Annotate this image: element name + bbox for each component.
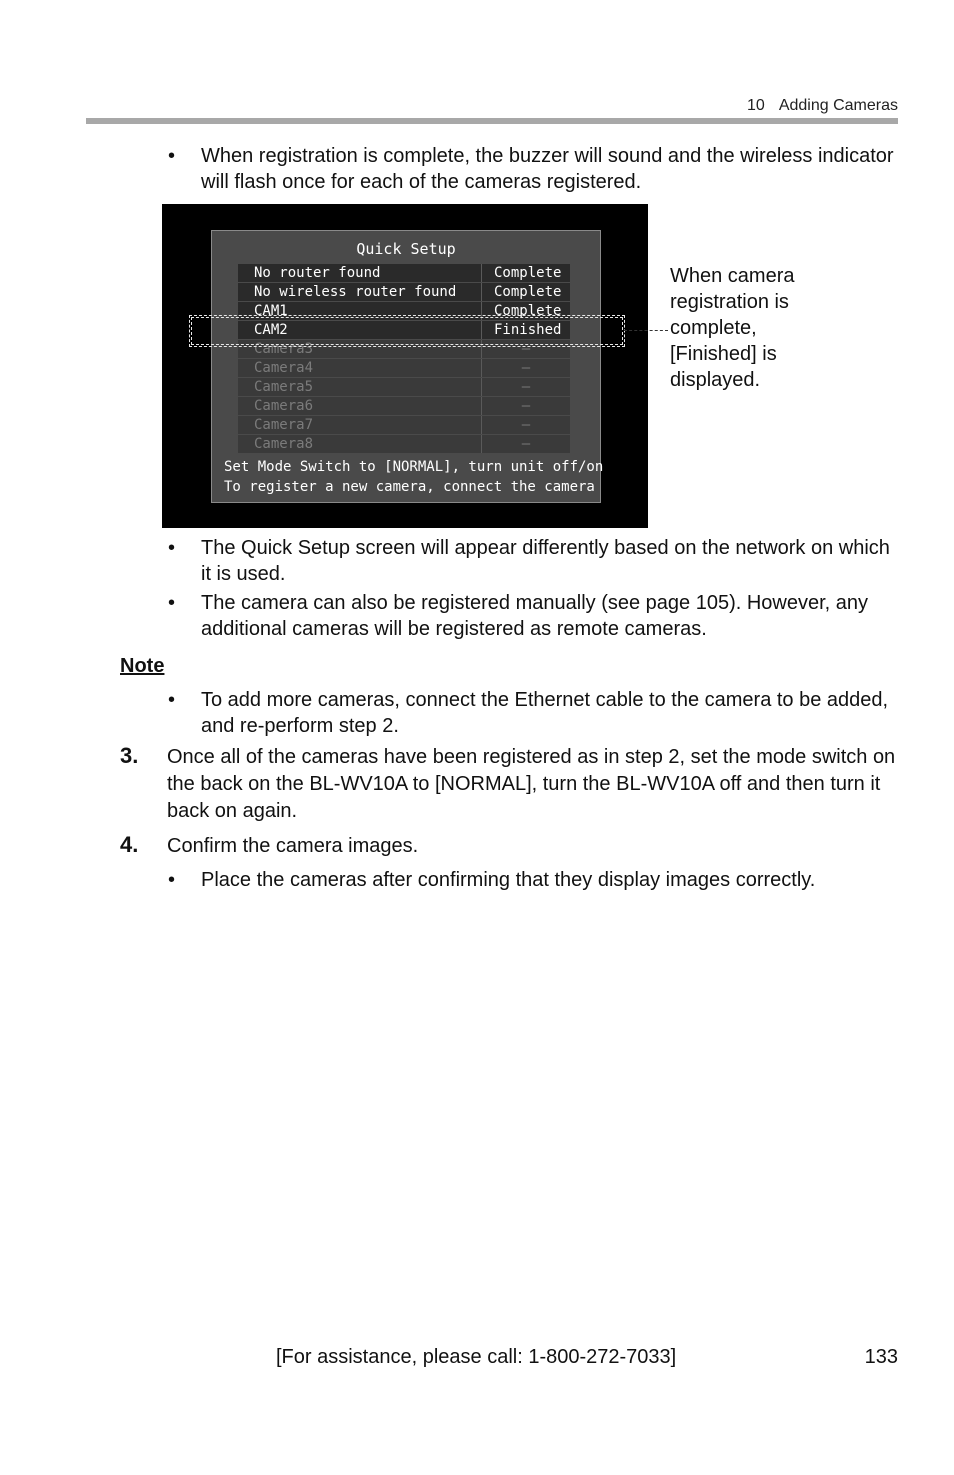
bullet-text: The camera can also be registered manually (see page 105). However, any additional cameras will be registered as remote cameras. — [201, 592, 869, 640]
row-status: Finished — [481, 321, 570, 339]
bullet-text: Place the cameras after confirming that they display images correctly. — [201, 869, 816, 891]
step-text: Confirm the camera images. — [167, 835, 419, 857]
row-name: CAM1 — [254, 303, 288, 319]
header-rule — [86, 118, 898, 124]
bullet-symbol: • — [168, 592, 176, 614]
bullet-symbol: • — [168, 537, 176, 559]
row-status: – — [481, 416, 570, 434]
note-heading: Note — [120, 655, 165, 677]
callout-leader-line — [624, 330, 668, 331]
quick-setup-screenshot — [162, 204, 648, 528]
row-status: Complete — [481, 283, 570, 301]
row-name: No wireless router found — [254, 284, 457, 300]
row-name: Camera3 — [254, 341, 314, 357]
highlight-box-inner — [191, 317, 623, 345]
panel-message-line1: Set Mode Switch to [NORMAL], turn unit off/on — [224, 459, 604, 475]
page-number: 133 — [864, 1346, 898, 1368]
bullet-symbol: • — [168, 145, 176, 167]
list-item — [238, 397, 570, 415]
callout-text: When camera registration is complete, [Finished] is displayed. — [670, 265, 795, 391]
registration-list — [238, 264, 570, 454]
list-item — [238, 378, 570, 396]
step-number: 3. — [120, 743, 139, 768]
chapter-number: 10 — [747, 97, 765, 114]
row-status: – — [481, 397, 570, 415]
list-item — [238, 283, 570, 301]
chapter-title: Adding Cameras — [778, 97, 898, 114]
footer-assistance: [For assistance, please call: 1-800-272-7033] — [276, 1346, 677, 1368]
row-status: Complete — [481, 302, 570, 320]
quick-setup-panel — [211, 230, 604, 503]
row-name: Camera6 — [254, 398, 314, 414]
row-status: – — [481, 435, 570, 453]
list-item — [238, 264, 570, 282]
row-status: – — [481, 359, 570, 377]
step-number: 4. — [120, 832, 139, 857]
bullet-text: The Quick Setup screen will appear differently based on the network on which it is used. — [201, 537, 890, 585]
list-item — [238, 359, 570, 377]
list-item — [238, 435, 570, 453]
panel-title: Quick Setup — [356, 240, 456, 258]
running-header — [747, 97, 898, 115]
row-status: – — [481, 340, 570, 358]
row-name: CAM2 — [254, 322, 288, 338]
row-name: Camera8 — [254, 436, 314, 452]
row-status: Complete — [481, 264, 570, 282]
bullet-symbol: • — [168, 689, 176, 711]
row-name: Camera4 — [254, 360, 314, 376]
row-status: – — [481, 378, 570, 396]
row-name: Camera5 — [254, 379, 314, 395]
bullet-text: When registration is complete, the buzzer will sound and the wireless indicator will flash once for each of the cameras registered. — [201, 145, 894, 193]
row-name: Camera7 — [254, 417, 314, 433]
bullet-symbol: • — [168, 869, 176, 891]
step-text: Once all of the cameras have been registered as in step 2, set the mode switch on the back on the BL-WV10A to [NORMAL], turn the BL-WV10A off and then turn it back on again. — [167, 746, 896, 822]
panel-message-line2: To register a new camera, connect the camera — [224, 479, 595, 495]
row-name: No router found — [254, 265, 381, 281]
bullet-text: To add more cameras, connect the Ethernet cable to the camera to be added, and re-perform step 2. — [201, 689, 889, 737]
list-item — [238, 416, 570, 434]
